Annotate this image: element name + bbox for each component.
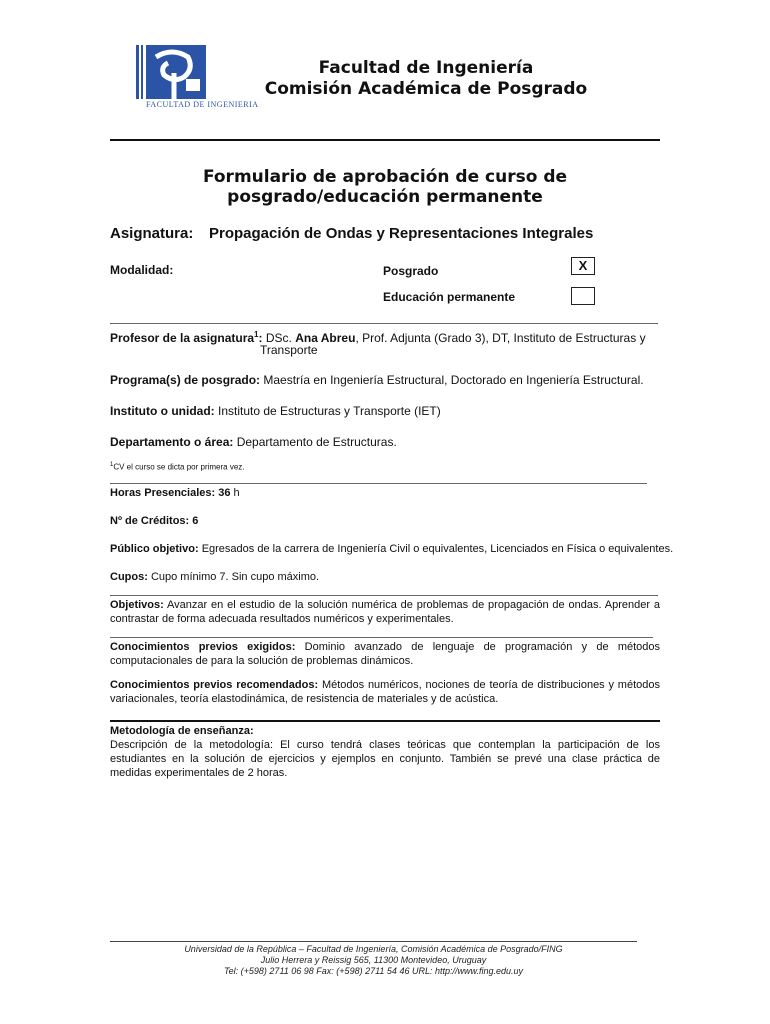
form-title-line2: posgrado/educación permanente [227, 187, 543, 207]
commission-title: Comisión Académica de Posgrado [264, 79, 588, 99]
posgrado-checkbox[interactable]: X [571, 257, 595, 275]
horas-label: Horas Presenciales: [110, 487, 216, 499]
horas-value: 36 [218, 487, 231, 499]
profesor-row [110, 327, 660, 346]
conocimientos-recomendados-label: Conocimientos previos recomendados: [110, 679, 319, 691]
metodologia-label: Metodología de enseñanza: [110, 725, 254, 737]
publico-label: Público objetivo: [110, 543, 199, 555]
educacion-permanente-checkbox[interactable] [571, 287, 595, 305]
section-divider [110, 483, 647, 484]
profesor-colon: : [258, 331, 263, 345]
profesor-affiliation: , Prof. Adjunta (Grado 3), DT, Instituto de Estructuras y [355, 331, 646, 345]
instituto-label: Instituto o unidad: [110, 404, 215, 418]
form-title-line1: Formulario de aprobación de curso de [202, 167, 568, 187]
conocimientos-exigidos-block [110, 640, 660, 668]
footnote-mark: 1 [110, 462, 114, 468]
footer-address: Julio Herrera y Reissig 565, 11300 Montevideo, Uruguay [260, 955, 487, 965]
section-divider [110, 637, 653, 638]
programa-value: Maestría en Ingeniería Estructural, Doctorado en Ingeniería Estructural. [263, 373, 644, 387]
modalidad-educacion-label: Educación permanente [383, 290, 516, 304]
profesor-affiliation-line2: Transporte [260, 343, 318, 357]
cupos-label: Cupos: [110, 571, 148, 583]
profesor-footnote-ref: 1 [254, 330, 259, 339]
profesor-title: DSc. [265, 331, 292, 345]
profesor-label: Profesor de la asignatura [110, 331, 255, 345]
asignatura-value: Propagación de Ondas y Representaciones Integrales [209, 225, 594, 242]
horas-unit: h [233, 487, 240, 499]
profesor-name: Ana Abreu [295, 331, 356, 345]
objetivos-value: Avanzar en el estudio de la solución numérica de problemas de propagación de ondas. Aprender a contrastar de forma adecuada resultados numéricos y experimentales. [110, 599, 661, 625]
modalidad-posgrado-label: Posgrado [383, 264, 439, 278]
conocimientos-recomendados-block [110, 678, 660, 706]
cupos-row [110, 570, 319, 584]
creditos-value: 6 [192, 515, 199, 527]
conocimientos-recomendados-value: Métodos numéricos, nociones de teoría de distribuciones y métodos variacionales, teoría elastodinámica, de resistencia de materiales y de acústica. [110, 679, 660, 705]
creditos-label: Nº de Créditos: [110, 515, 190, 527]
footnote [110, 460, 245, 473]
publico-value: Egresados de la carrera de Ingeniería Civil o equivalentes, Licenciados en Física o equivalentes. [201, 543, 674, 555]
logo-caption: FACULTAD DE INGENIERIA [146, 100, 259, 109]
publico-row [110, 542, 674, 556]
programa-row [110, 373, 644, 388]
horas-row [110, 486, 240, 500]
footer-divider [110, 941, 637, 942]
creditos-row [110, 514, 198, 528]
cupos-value: Cupo mínimo 7. Sin cupo máximo. [150, 571, 320, 583]
conocimientos-exigidos-value: Dominio avanzado de lenguaje de programación y de métodos computacionales de para la solución de problemas dinámicos. [110, 641, 661, 667]
programa-label: Programa(s) de posgrado: [110, 373, 261, 387]
section-divider [110, 595, 658, 596]
departamento-value: Departamento de Estructuras. [236, 435, 397, 449]
departamento-row [110, 435, 397, 450]
departamento-label: Departamento o área: [110, 435, 234, 449]
institution-title: Facultad de Ingeniería [318, 58, 534, 78]
objetivos-label: Objetivos: [110, 599, 164, 611]
footnote-text: CV el curso se dicta por primera vez. [113, 462, 245, 472]
section-divider [110, 323, 658, 324]
instituto-value: Instituto de Estructuras y Transporte (IET) [218, 404, 441, 418]
header-divider [110, 139, 660, 141]
objetivos-block [110, 598, 660, 626]
asignatura-label: Asignatura: [110, 225, 194, 242]
footer-contact: Tel: (+598) 2711 06 98 Fax: (+598) 2711 54 46 URL: http://www.fing.edu.uy [223, 966, 524, 976]
modalidad-label: Modalidad: [110, 263, 174, 277]
conocimientos-exigidos-label: Conocimientos previos exigidos: [110, 641, 296, 653]
metodologia-value: Descripción de la metodología: El curso tendrá clases teóricas que contemplan la participación de los estudiantes en la solución de ejercicios y ejemplos en conjunto. También se prevé una clase práctica de medidas experimentales de 2 horas. [110, 739, 660, 779]
methodology-divider [110, 720, 660, 722]
footer-university: Universidad de la República – Facultad de Ingeniería, Comisión Académica de Posgrado/FING [184, 944, 563, 954]
instituto-row [110, 404, 441, 419]
